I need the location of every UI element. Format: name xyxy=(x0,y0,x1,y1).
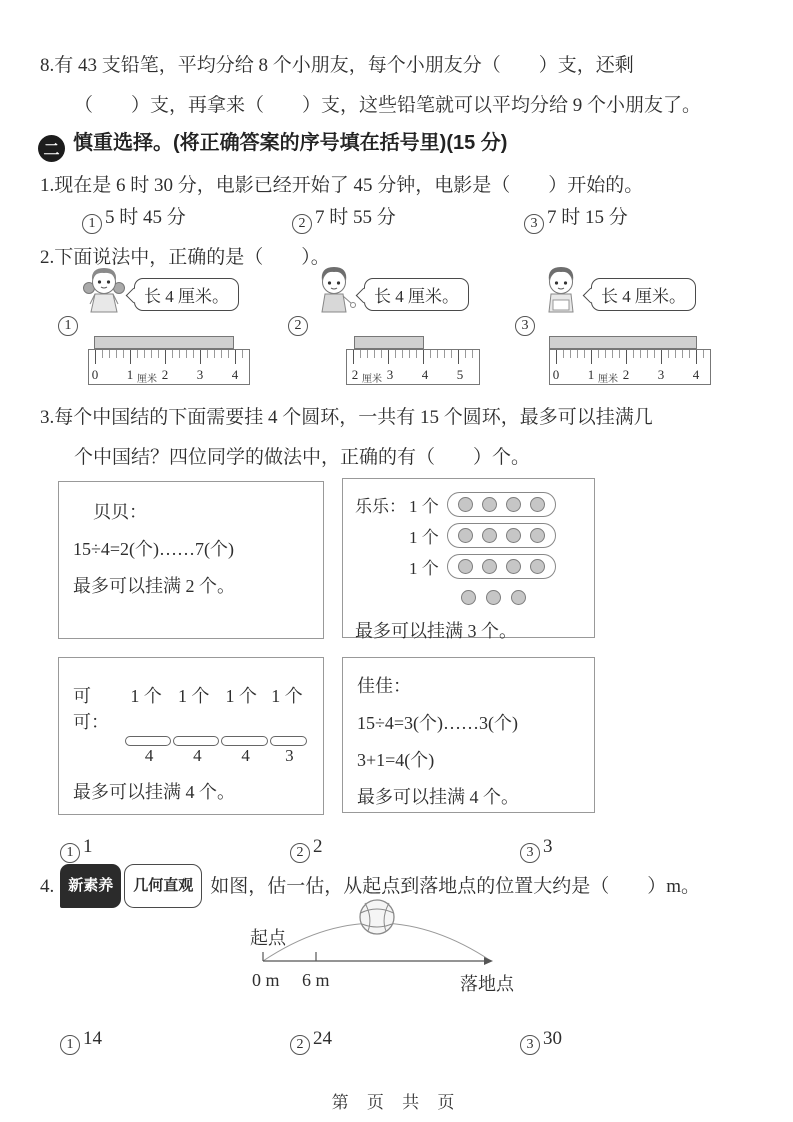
ring-icon xyxy=(458,528,473,543)
option-circle: 1 xyxy=(82,214,102,234)
ruler-tick-label: 4 xyxy=(421,367,429,382)
ring-icon xyxy=(506,528,521,543)
ring-icon xyxy=(530,559,545,574)
group-label: 1 个 xyxy=(271,686,303,706)
option-circle: 2 xyxy=(292,214,312,234)
boy-avatar xyxy=(537,264,585,332)
keke-label-line xyxy=(73,682,309,734)
ring-icon xyxy=(458,497,473,512)
start-point-label: 起点 xyxy=(250,928,286,948)
option-label: 24 xyxy=(313,1028,332,1049)
option-label: 1 xyxy=(83,836,93,857)
leftover-ring-row xyxy=(355,582,582,613)
student-formula: 15÷4=2(个)……7(个) xyxy=(73,539,235,559)
ruler-tick-label: 3 xyxy=(386,367,394,382)
ring-group xyxy=(447,523,556,548)
choice-figure-2 xyxy=(288,264,513,404)
group-count: 4 xyxy=(193,746,202,765)
measured-bar xyxy=(94,336,234,349)
option-circle: 1 xyxy=(60,843,80,863)
girl-avatar xyxy=(80,264,128,332)
ruler-unit-label: 厘米 xyxy=(362,374,382,385)
ruler-tick-label: 3 xyxy=(196,367,204,382)
ruler-tick-label: 3 xyxy=(657,367,665,382)
question-8-line2: （ ）支，再拿来（ ）支，这些铅笔就可以平均分给 9 个小朋友了。 xyxy=(74,95,702,116)
ruler-tick-label: 4 xyxy=(692,367,700,382)
section-number-badge: 二 xyxy=(38,135,65,162)
question-8-line1: 8.有 43 支铅笔，平均分给 8 个小朋友，每个小朋友分（ ）支，还剩 xyxy=(40,55,634,76)
landing-point-label: 落地点 xyxy=(460,974,514,994)
bracket xyxy=(173,736,219,746)
group-count: 4 xyxy=(241,746,250,765)
ring-row xyxy=(355,520,582,551)
bracket xyxy=(221,736,267,746)
ruler-tick-label: 5 xyxy=(456,367,464,382)
ring-icon xyxy=(461,590,476,605)
group-label: 1 个 xyxy=(225,686,258,706)
ring-icon xyxy=(482,497,497,512)
student-box-keke xyxy=(58,657,324,815)
ring-row-label: 1 个 xyxy=(409,559,439,578)
ring-icon xyxy=(486,590,501,605)
option-3 xyxy=(520,836,553,863)
boy-avatar xyxy=(310,264,358,332)
student-conclusion: 最多可以挂满 4 个。 xyxy=(73,782,235,802)
ruler-tick-label: 4 xyxy=(231,367,239,382)
option-circle: 3 xyxy=(524,214,544,234)
option-label: 7 时 55 分 xyxy=(315,207,396,228)
student-formula: 3+1=4(个) xyxy=(357,750,435,770)
option-label: 30 xyxy=(543,1028,562,1049)
student-conclusion: 最多可以挂满 4 个。 xyxy=(357,787,519,807)
ring-row xyxy=(355,489,582,520)
leftover-rings xyxy=(447,586,582,609)
group-count: 4 xyxy=(144,746,154,765)
trajectory-graphic xyxy=(256,896,500,968)
ruler-tick-label: 2 xyxy=(622,367,630,382)
question-1-options xyxy=(0,202,793,234)
ring-icon xyxy=(482,528,497,543)
option-label: 3 xyxy=(543,836,553,857)
question-1: 1.现在是 6 时 30 分，电影已经开始了 45 分钟，电影是（ ）开始的。 xyxy=(40,175,644,196)
option-2 xyxy=(290,1028,332,1055)
six-meter-label: 6 m xyxy=(302,970,330,990)
group-count: 3 xyxy=(285,746,294,765)
option-label: 7 时 15 分 xyxy=(547,207,628,228)
option-2 xyxy=(292,202,396,234)
ring-icon xyxy=(506,559,521,574)
option-3 xyxy=(524,202,628,234)
question-8 xyxy=(40,46,760,126)
ring-icon xyxy=(482,559,497,574)
option-circle: 2 xyxy=(290,1035,310,1055)
ring-icon xyxy=(458,559,473,574)
student-box-beibei xyxy=(58,481,324,639)
section-2-header xyxy=(38,126,507,162)
ruler-unit-label: 厘米 xyxy=(137,374,157,385)
option-circle: 3 xyxy=(520,843,540,863)
bracket xyxy=(270,736,307,746)
ruler-body xyxy=(549,349,711,385)
ruler-unit-label: 厘米 xyxy=(598,374,618,385)
question-4-text: 如图，估一估，从起点到落地点的位置大约是（ ）m。 xyxy=(210,876,701,897)
ruler-tick-label: 1 xyxy=(126,367,134,382)
section-title: 慎重选择。(将正确答案的序号填在括号里)(15 分) xyxy=(73,132,508,154)
option-2 xyxy=(290,836,323,863)
bracket xyxy=(125,736,171,746)
question-3-line2: 个中国结？四位同学的做法中，正确的有（ ）个。 xyxy=(74,447,531,468)
ruler-tick-label: 1 xyxy=(587,367,595,382)
option-circle: 3 xyxy=(520,1035,540,1055)
student-conclusion: 最多可以挂满 3 个。 xyxy=(355,621,517,641)
question-3 xyxy=(40,398,760,478)
option-label: 14 xyxy=(83,1028,102,1049)
option-circle: 2 xyxy=(290,843,310,863)
student-box-lele xyxy=(342,478,595,641)
option-label: 5 时 45 分 xyxy=(105,207,186,228)
ruler-tick-label: 2 xyxy=(161,367,169,382)
ruler-tick-label: 0 xyxy=(91,367,99,382)
speech-bubble: 长 4 厘米。 xyxy=(134,278,239,311)
ring-row-label: 1 个 xyxy=(409,528,439,547)
option-1 xyxy=(60,836,93,863)
ring-row-label: 1 个 xyxy=(409,497,439,516)
group-label: 1 个 xyxy=(130,686,162,706)
question-4-options xyxy=(0,1028,793,1060)
speech-bubble: 长 4 厘米。 xyxy=(591,278,696,311)
figure-number: 2 xyxy=(288,316,308,336)
student-box-jiajia xyxy=(342,657,595,813)
ruler-body xyxy=(346,349,480,385)
group-label: 1 个 xyxy=(177,686,210,706)
figure-number: 1 xyxy=(58,316,78,336)
ruler-tick-label: 0 xyxy=(552,367,560,382)
trajectory-diagram xyxy=(248,896,560,1008)
zero-meter-label: 0 m xyxy=(252,970,280,990)
figure-number: 3 xyxy=(515,316,535,336)
ring-icon xyxy=(530,497,545,512)
measured-bar xyxy=(354,336,424,349)
question-3-line1: 3.每个中国结的下面需要挂 4 个圆环，一共有 15 个圆环，最多可以挂满几 xyxy=(40,407,653,428)
option-3 xyxy=(520,1028,562,1055)
option-1 xyxy=(60,1028,102,1055)
group-count-row xyxy=(125,746,309,766)
ring-group xyxy=(447,492,556,517)
volleyball-icon xyxy=(360,900,394,934)
ring-icon xyxy=(530,528,545,543)
geometry-intuition-badge: 几何直观 xyxy=(124,864,202,908)
bracket-row xyxy=(125,736,309,746)
student-name: 可可： xyxy=(73,686,109,732)
ring-group xyxy=(447,554,556,579)
ring-icon xyxy=(511,590,526,605)
student-name: 佳佳： xyxy=(357,676,411,696)
option-1 xyxy=(82,202,186,234)
speech-bubble: 长 4 厘米。 xyxy=(364,278,469,311)
choice-figure-3 xyxy=(515,264,740,404)
question-4-number: 4. xyxy=(40,876,55,897)
ruler-body xyxy=(88,349,250,385)
option-label: 2 xyxy=(313,836,323,857)
page-footer: 第 页 共 页 xyxy=(331,1093,462,1112)
ruler-tick-label: 2 xyxy=(351,367,359,382)
new-literacy-badge: 新素养 xyxy=(60,864,121,908)
student-conclusion: 最多可以挂满 2 个。 xyxy=(73,576,235,596)
student-name: 乐乐： xyxy=(355,497,406,516)
question-2: 2.下面说法中，正确的是（ ）。 xyxy=(40,247,330,268)
choice-figure-1 xyxy=(58,264,283,404)
option-circle: 1 xyxy=(60,1035,80,1055)
ring-row xyxy=(355,551,582,582)
student-name: 贝贝： xyxy=(93,502,147,522)
student-formula: 15÷4=3(个)……3(个) xyxy=(357,713,519,733)
measured-bar xyxy=(549,336,697,349)
ring-icon xyxy=(506,497,521,512)
